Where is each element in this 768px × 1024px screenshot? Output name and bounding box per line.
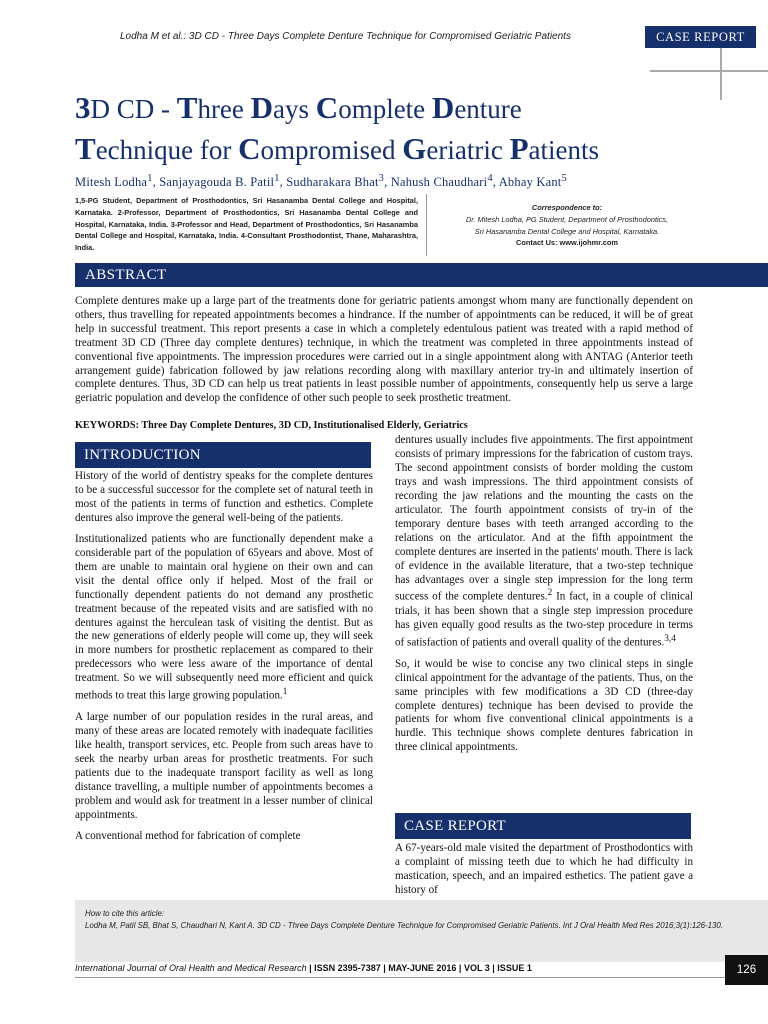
affiliations: 1,5-PG Student, Department of Prosthodontics, Sri Hasanamba Dental College and Hospital, Karnataka. 2-Professor, Department of Prosthodontics, Sri Hasanamba Dental College and Hospital, Karnataka, India. 3-Professor and Head, Department of Prosthodontics, Sri Hasanamba Dental College and Hospital, Karnataka, India. 4-Consultant Prosthodontist, Thane, Maharashtra, India. [75,196,418,253]
footer [75,963,695,973]
keywords: KEYWORDS: Three Day Complete Dentures, 3D CD, Institutionalised Elderly, Geriatrics [75,420,468,431]
paragraph: So, it would be wise to concise any two clinical steps in single clinical appointment for the advantage of the patients. Thus, on the same principles with few modifications a 3D CD (three-day complete dentures) technique has been devised to provide the patients for whom five conventional clinical appointments is a hurdle. This technique shows complete dentures fabrication in three clinical appointments. [395,657,693,754]
paragraph: A large number of our population resides in the rural areas, and many of these areas are located remotely with inadequate facilities like health, transport services, etc. People from such areas have to seek the nearby urban areas for prosthetic treatments. For such patients due to the inadequate transport facility as well as long distance travelling, a multiple number of appointments becomes a problem and would ask for treatment in a lesser number of clinical appointments. [75,710,373,821]
case-report-body [395,842,693,905]
case-report-heading: CASE REPORT [395,813,691,839]
title-rest: ompromised [260,135,403,165]
correspondence-line: Dr. Mitesh Lodha, PG Student, Department of Prosthodontics, [465,214,669,224]
correspondence-block [432,202,702,249]
title-cap: T [75,131,96,166]
contact-link[interactable]: Contact Us: www.ijohmr.com [516,238,618,248]
title-rest: ays [273,94,316,124]
title-rest: D CD - [90,94,177,124]
author-name: Sanjayagouda B. Patil [159,175,275,190]
title-cap: D [250,90,274,125]
abstract-heading: ABSTRACT [75,263,768,287]
title-rest: enture [454,94,522,124]
introduction-heading: INTRODUCTION [75,442,371,468]
author-sup: 5 [561,173,567,184]
citation-text: Lodha M, Patil SB, Bhat S, Chaudhari N, Kant A. 3D CD - Three Days Complete Denture Technique for Compromised Geriatric Patients. Int J Oral Health Med Res 2016;3(1):126-130. [85,921,723,930]
running-title: Lodha M et al.: 3D CD - Three Days Complete Denture Technique for Compromised Geriatric Patients [120,31,571,42]
author-name: Nahush Chaudhari [390,175,488,190]
author-list: Mitesh Lodha$^1$, Sanjayagouda B. Patil$^1$, Sudharakara Bhat$^3$, Nahush Chaudhari$^4$, Abhay Kant$^5$ [75,173,567,190]
title-cap: G [402,131,427,166]
paragraph-text: Institutionalized patients who are functionally dependent make a considerable part of the population of 65years and above. Most of them are unable to maintain oral hygiene on their own and can visit the dental office only if helped. Most of the frail or functionally dependent patients do not demand any prosthetic treatment because of the repeated visits and are satisfied with no dentures against the herculean task of visiting the dentist. But as the new generations of elderly people will come up, they will seek in more numbers for prosthetic replacement as compared to their predecessors who were less aware of the importance of dental treatment. So we will subsequently need more efficient and quick methods to treat this large growing population. [75,532,373,702]
title-cap: T [176,90,198,125]
citation-box [75,900,768,962]
title-cap: C [315,90,339,125]
introduction-body [75,470,373,851]
reference-marker: 1 [282,687,288,698]
paragraph: A 67-years-old male visited the department of Prosthodontics with a complaint of missing teeth due to which he had difficulty in mastication, speech, and an impaired esthetics. The patient gave a history of [395,842,693,896]
title-rest: eriatric [426,135,510,165]
case-report-badge: CASE REPORT [645,26,756,48]
issue-details: | ISSN 2395-7387 | MAY-JUNE 2016 | VOL 3 | ISSUE 1 [306,963,532,973]
title-cap: 3 [75,90,91,125]
affiliation-divider [426,194,427,256]
author-name: Mitesh Lodha [75,175,148,190]
citation-label: How to cite this article: [85,909,164,918]
footer-rule [75,977,725,978]
title-rest: echnique for [95,135,239,165]
author-name: Sudharakara Bhat [286,175,379,190]
correspondence-line: Sri Hasanamba Dental College and Hospital, Karnataka. [474,226,660,236]
correspondence-label: Correspondence to: [531,203,603,212]
paragraph [395,434,693,651]
author-name: Abhay Kant [498,175,562,190]
decorative-horizontal-line [650,70,768,72]
title-rest: hree [197,94,251,124]
author-sup: 1 [147,173,153,184]
reference-marker: 2 [547,588,553,599]
right-column-body [395,434,693,762]
journal-name: International Journal of Oral Health and Medical Research [75,963,307,973]
article-title [75,88,715,170]
title-rest: atients [528,135,600,165]
paragraph-text: In fact, in a couple of clinical trials, it has been shown that a single step impression procedure has given equally good results as the two-step procedure in terms of satisfaction of patients and overall quality of the dentures. [395,591,693,649]
author-sup: 1 [274,173,280,184]
decorative-vertical-line [720,48,722,100]
paragraph [75,533,373,704]
title-cap: C [238,131,261,166]
abstract-text: Complete dentures make up a large part of the treatments done for geriatric patients amongst whom many are functionally dependent on others, thus travelling for repeated appointments becomes a hindrance. If the number of appointments can be reduced, it will be of great help in successful treatment. This report presents a case in which a completely edentulous patient was treated with a rapid method of treatment 3D CD (Three day complete dentures) technique, in which the treatment was completed in three appointments instead of conventional five appointments. The impression procedures were carried out in a single appointment along with ANTAG (Anterior teeth arrangement guide) fabrication followed by jaw relations recording along with maxillary anterior try-in and ultimately insertion of complete dentures. Thus, 3D CD can help us treat patients in least possible number of appointments, consequently help us serve a large geriatric population and develop the confidence of other such people to seek prosthetic treatment. [75,295,693,405]
author-sup: 4 [487,173,493,184]
title-rest: omplete [338,94,432,124]
title-cap: D [431,90,455,125]
paragraph: History of the world of dentistry speaks for the complete dentures to be a successful successor for the complete set of natural teeth in most of the patients in terms of function and esthetics. Complete dentures also improve the general well-being of the patients. [75,470,373,524]
title-cap: P [509,131,529,166]
paragraph: A conventional method for fabrication of complete [75,829,301,842]
paragraph-text: dentures usually includes five appointments. The first appointment consists of primary impressions for the fabrication of custom trays. The second appointment consists of border molding the custom trays and wash impressions. The third appointment consists of recording the jaw relations and the mounting the casts on the articulator. The fourth appointment consists of try-in of the temporary denture bases with teeth arranged according to the relations on the articulator. And at the fifth appointment the complete dentures are inserted in the patients' mouth. There is lack of evidence in the available literature, that a two-step technique has advantages over a single step impression for the long term success of the complete dentures. [395,434,693,604]
author-sup: 3 [378,173,385,184]
reference-marker: 3,4 [664,634,676,645]
page-number: 126 [725,955,768,985]
